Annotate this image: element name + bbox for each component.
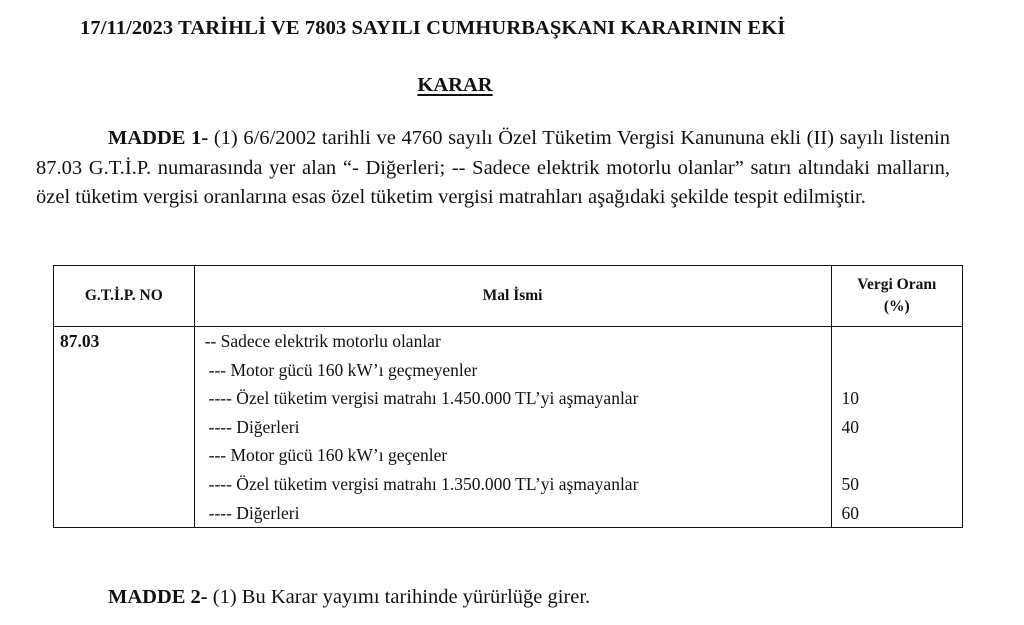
article-2-text: (1) Bu Karar yayımı tarihinde yürürlüğe girer.	[207, 586, 591, 608]
tax-rate-list	[832, 327, 963, 527]
article-2	[108, 586, 590, 609]
goods-name-line: --- Motor gücü 160 kW’ı geçmeyenler	[208, 359, 478, 380]
goods-name-line: -- Sadece elektrik motorlu olanlar	[204, 331, 441, 351]
gtip-code: 87.03	[60, 331, 100, 351]
header-tax-rate-line2: (%)	[883, 298, 910, 315]
article-1-text: (1) 6/6/2002 tarihli ve 4760 sayılı Özel Tüketim Vergisi Kanununa ekli (II) sayılı listenin 87.03 G.T.İ.P. numarasında yer alan “- Diğerleri; -- Sadece elektrik motorlu olanlar” satırı altındaki malların, özel tüketim vergisi oranlarına esas özel tüketim vergisi matrahları aşağıdaki şekilde tespit edilmiştir.	[36, 127, 950, 208]
article-1-label: MADDE 1-	[108, 127, 209, 149]
table-body-row	[54, 327, 963, 528]
goods-name-cell	[194, 327, 831, 528]
goods-name-line: ---- Diğerleri	[208, 416, 300, 437]
header-goods-name: Mal İsmi	[194, 266, 831, 327]
code-cell	[54, 327, 195, 528]
tax-rate-value: 50	[841, 473, 859, 494]
tax-rate-value	[832, 356, 963, 385]
table-header-row	[54, 266, 963, 327]
tax-rate-value	[832, 441, 963, 470]
header-gtip-no: G.T.İ.P. NO	[54, 266, 195, 327]
decision-title: KARAR	[417, 74, 493, 96]
tax-rate-table	[53, 265, 963, 528]
header-tax-rate	[831, 266, 963, 327]
article-1	[36, 124, 950, 213]
goods-name-line: ---- Özel tüketim vergisi matrahı 1.350.000 TL’yi aşmayanlar	[208, 473, 639, 494]
goods-name-line: ---- Diğerleri	[208, 502, 300, 523]
goods-name-line: ---- Özel tüketim vergisi matrahı 1.450.000 TL’yi aşmayanlar	[208, 388, 639, 409]
goods-name-line: --- Motor gücü 160 kW’ı geçenler	[208, 445, 448, 466]
tax-rate-cell	[831, 327, 963, 528]
tax-rate-value: 10	[841, 388, 859, 409]
goods-name-list	[195, 327, 831, 527]
document-header-title: 17/11/2023 TARİHLİ VE 7803 SAYILI CUMHURBAŞKANI KARARININ EKİ	[80, 17, 786, 39]
tax-rate-value: 60	[841, 502, 859, 523]
tax-rate-value	[832, 327, 963, 356]
article-2-label: MADDE 2-	[108, 586, 208, 608]
header-tax-rate-line1: Vergi Oranı	[857, 276, 937, 293]
tax-rate-value: 40	[841, 416, 859, 437]
